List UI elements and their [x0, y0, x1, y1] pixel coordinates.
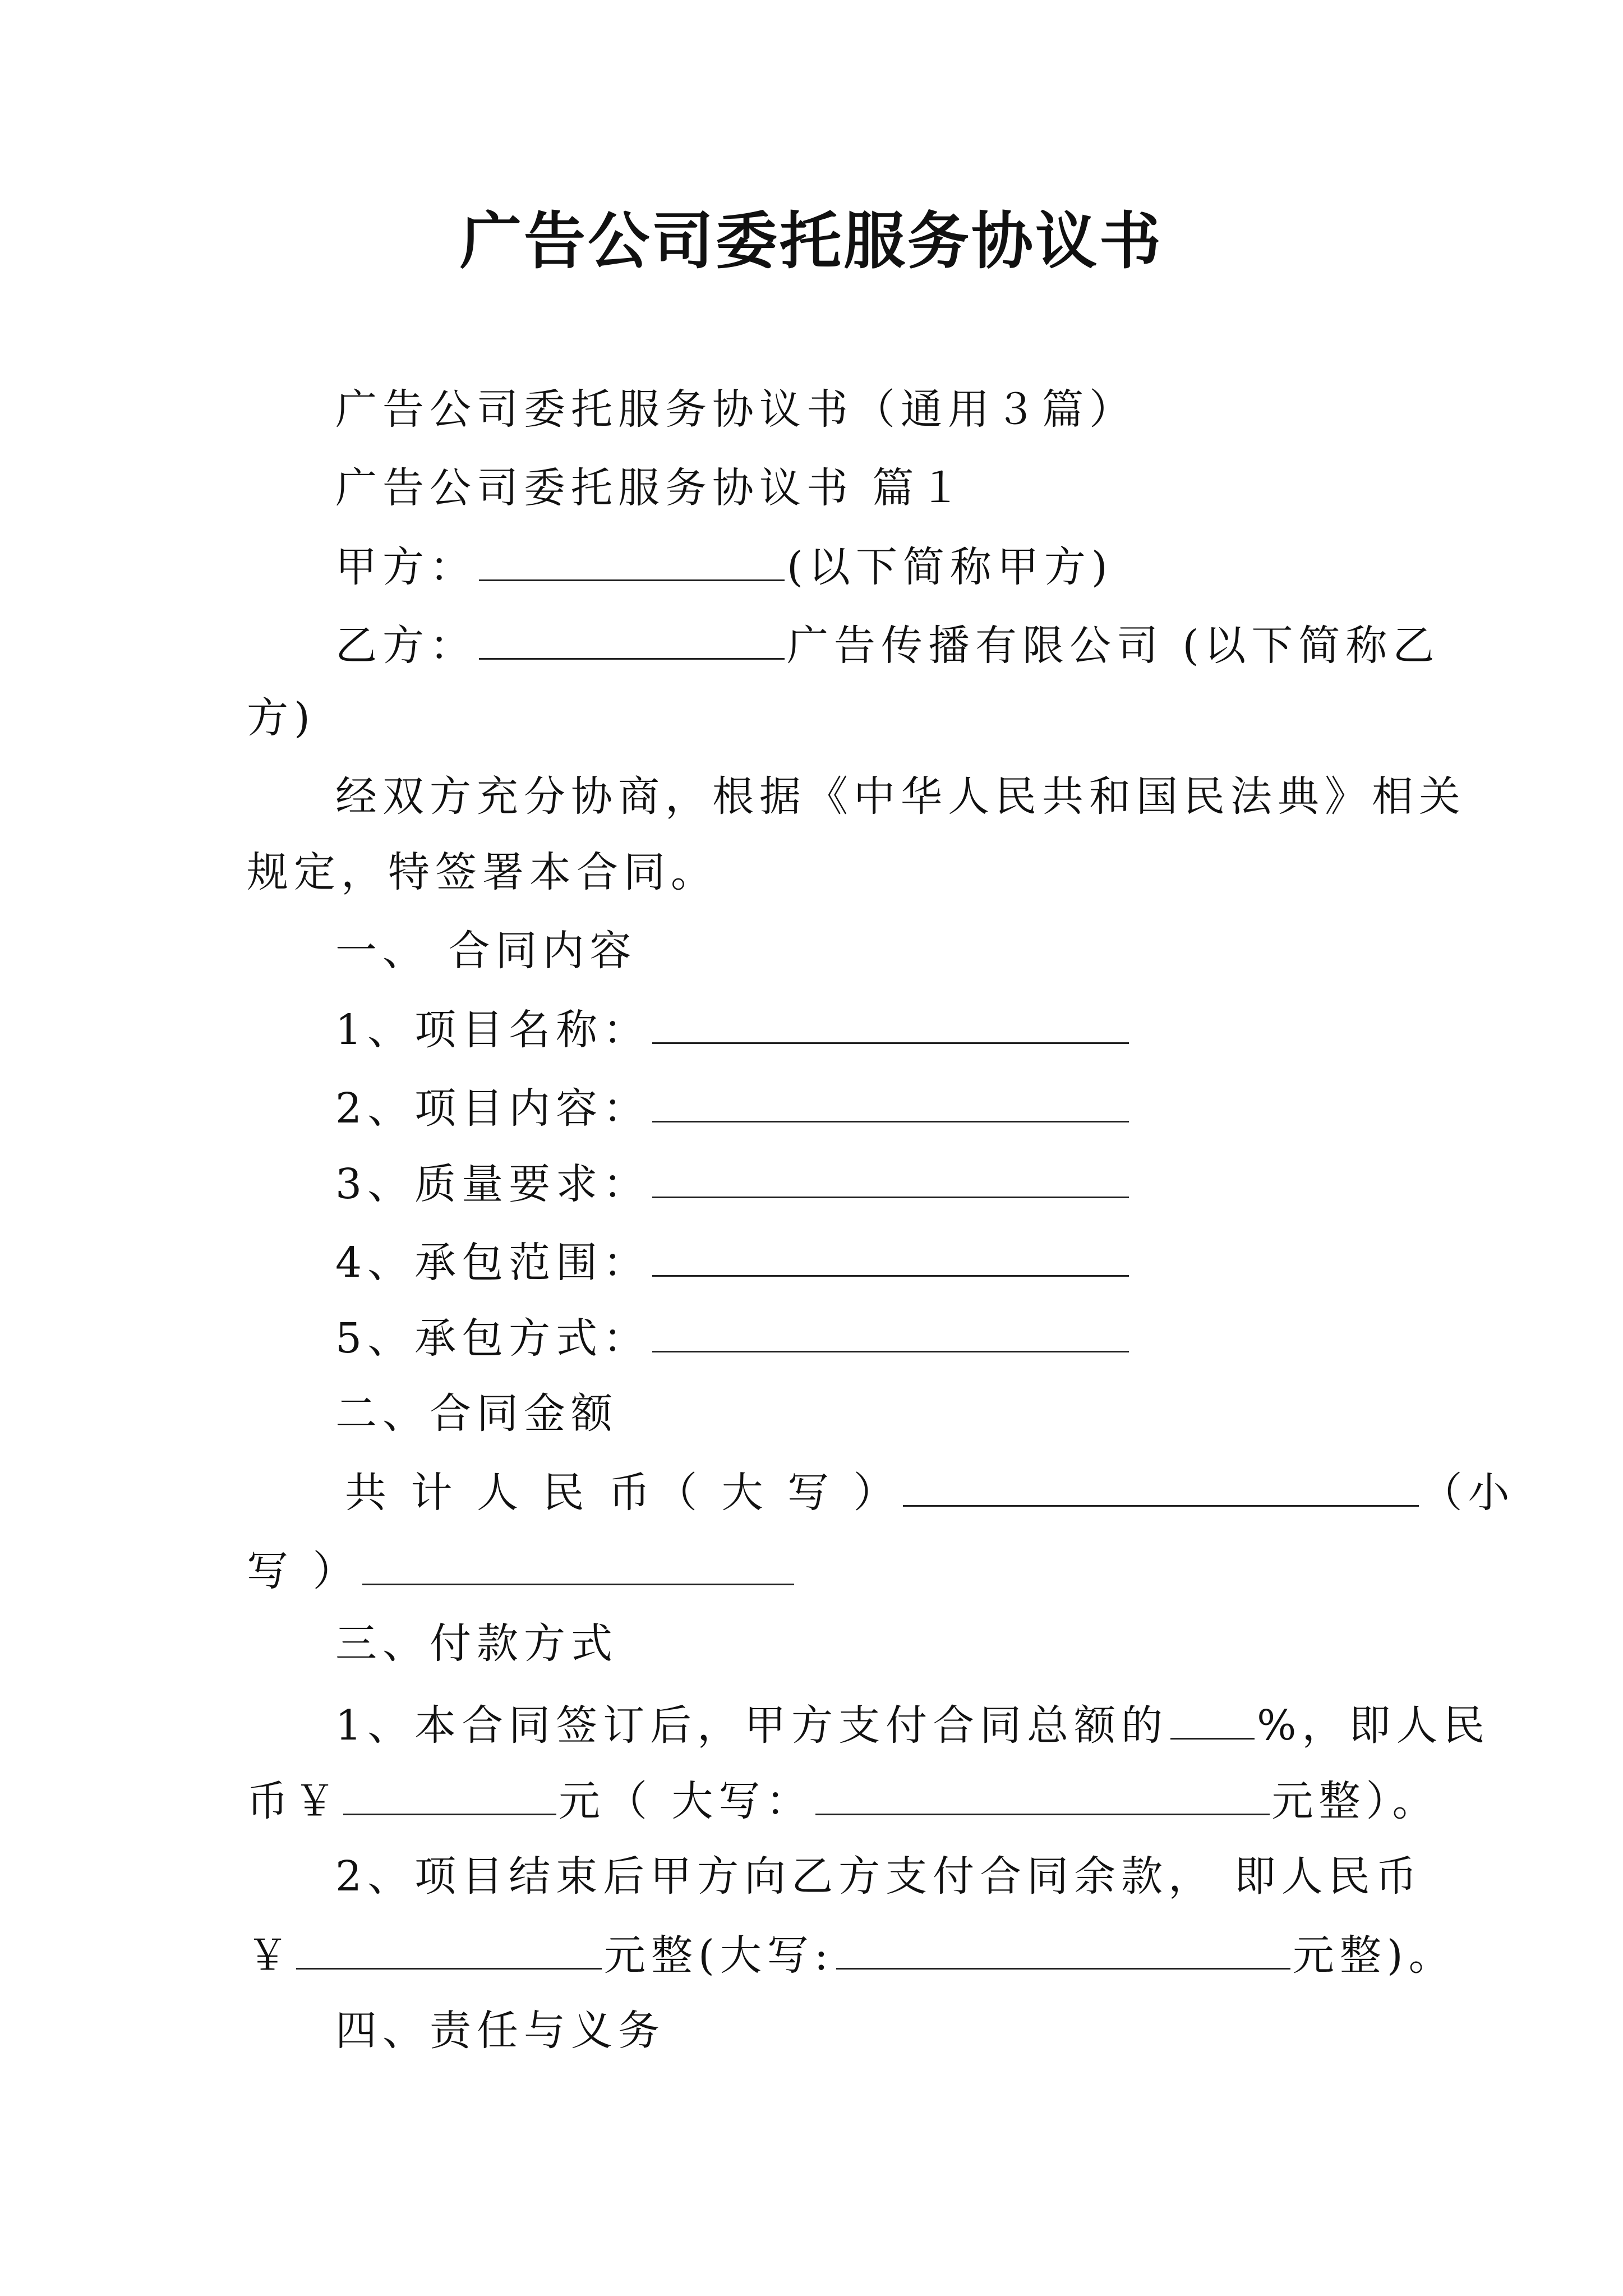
party-b-label: 乙方： [335, 622, 477, 670]
item-blank [652, 1153, 1129, 1198]
payment-p2-line1: 2、项目结束后甲方向乙方支付合同余款， 即人民币 [335, 1852, 1423, 1901]
payment-p2-uppercase-blank [836, 1924, 1290, 1970]
payment-p1-currency: 币￥ [247, 1777, 341, 1825]
amount-lowercase-blank [362, 1540, 794, 1585]
item-project-name [335, 999, 1131, 1058]
item-blank [652, 1077, 1129, 1122]
item-label: 4、承包范围： [335, 1239, 651, 1287]
item-scope [335, 1231, 1131, 1291]
party-a-line [335, 536, 1113, 595]
item-label: 1、项目名称： [335, 1006, 651, 1054]
item-blank [652, 1307, 1129, 1352]
amount-line2 [247, 1540, 796, 1599]
payment-p1-text-b: %，即人民 [1257, 1701, 1491, 1750]
amount-uppercase-label: 共 计 人 民 币（ 大 写 ） [345, 1469, 901, 1517]
payment-p1-text: 1、本合同签订后，甲方支付合同总额的 [335, 1701, 1169, 1750]
amount-lowercase-label-cont: 写 ） [247, 1547, 360, 1595]
item-method [335, 1307, 1131, 1366]
item-label: 3、质量要求： [335, 1160, 651, 1208]
section1-heading: 一、 合同内容 [335, 927, 637, 975]
section2-heading: 二、合同金额 [335, 1389, 618, 1438]
party-a-label: 甲方： [335, 543, 477, 591]
document-subtitle: 广告公司委托服务协议书（通用３篇） [335, 385, 1136, 434]
chapter-heading: 广告公司委托服务协议书 篇１ [335, 464, 967, 512]
party-b-line [335, 614, 1440, 674]
payment-p2-currency: ￥ [247, 1931, 294, 1980]
item-blank [652, 1231, 1129, 1277]
payment-p1-uppercase-label: 元（ 大写： [559, 1777, 813, 1825]
preamble-line1: 经双方充分协商，根据《中华人民共和国民法典》相关 [335, 772, 1466, 821]
amount-line1 [345, 1461, 1515, 1521]
payment-p2-uppercase-label: 元整(大写: [604, 1931, 834, 1980]
section3-heading: 三、付款方式 [335, 1619, 618, 1668]
party-a-blank [479, 536, 785, 581]
item-quality [335, 1153, 1131, 1212]
payment-percent-blank [1170, 1694, 1255, 1740]
payment-p2-amount-blank [296, 1924, 602, 1970]
amount-lowercase-label: （小 [1421, 1469, 1515, 1517]
payment-p1-line1 [335, 1694, 1490, 1754]
payment-p1-line2 [247, 1770, 1440, 1829]
payment-p2-end: 元整)。 [1292, 1931, 1456, 1980]
item-label: 2、项目内容： [335, 1084, 651, 1133]
payment-p1-amount-blank [343, 1770, 556, 1815]
payment-p2-line2 [247, 1924, 1456, 1984]
preamble-line2: 规定，特签署本合同。 [247, 848, 718, 896]
payment-p1-end: 元整）。 [1271, 1777, 1440, 1825]
amount-uppercase-blank [903, 1461, 1419, 1507]
document-title: 广告公司委托服务协议书 [460, 205, 1163, 277]
item-label: 5、承包方式： [335, 1314, 651, 1363]
party-a-suffix: (以下简称甲方) [787, 543, 1113, 591]
party-b-suffix: 广告传播有限公司 (以下简称乙 [787, 622, 1440, 670]
section4-heading: 四、责任与义务 [335, 2007, 665, 2055]
payment-p1-uppercase-blank [815, 1770, 1270, 1815]
item-blank [652, 999, 1129, 1044]
party-b-cont: 方) [247, 694, 316, 742]
item-project-content [335, 1077, 1131, 1137]
party-b-blank [479, 614, 785, 660]
